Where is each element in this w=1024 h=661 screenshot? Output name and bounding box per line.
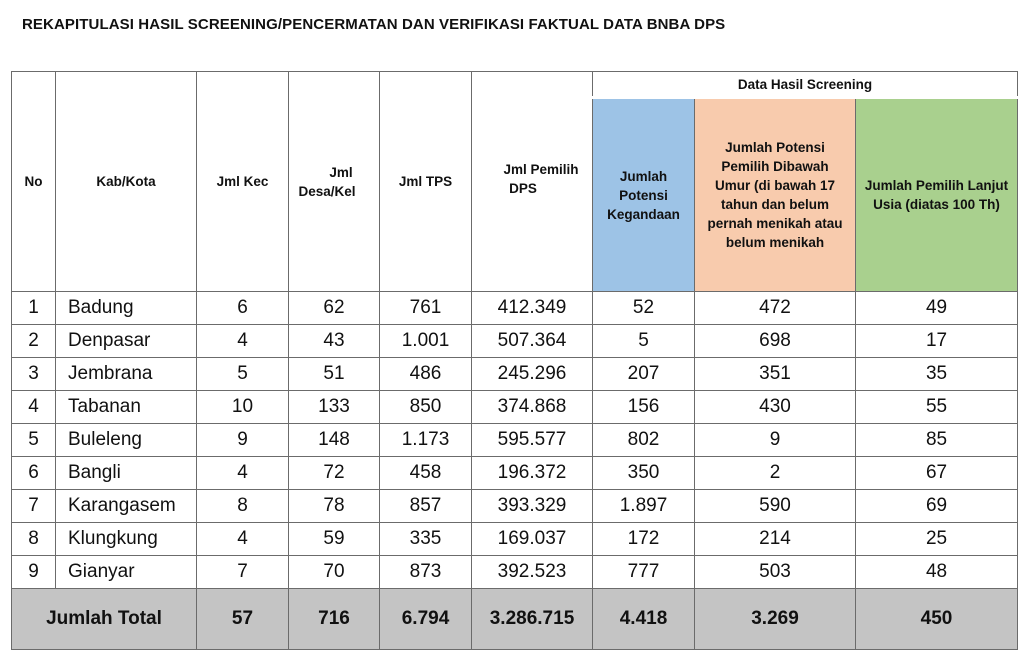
cell-umur: 9 <box>695 424 856 457</box>
cell-ganda: 207 <box>593 358 695 391</box>
cell-umur: 472 <box>695 292 856 325</box>
cell-umur: 214 <box>695 523 856 556</box>
rekap-table <box>11 71 1018 650</box>
cell-no: 7 <box>12 490 56 523</box>
cell-pemilih: 412.349 <box>472 292 593 325</box>
header-jml-tps: Jml TPS <box>380 72 472 292</box>
header-no: No <box>12 72 56 292</box>
cell-kab: Gianyar <box>56 556 197 589</box>
cell-tps: 850 <box>380 391 472 424</box>
cell-usia: 17 <box>856 325 1018 358</box>
cell-ganda: 1.897 <box>593 490 695 523</box>
cell-no: 4 <box>12 391 56 424</box>
total-row <box>12 589 1018 650</box>
cell-pemilih: 507.364 <box>472 325 593 358</box>
header-data-hasil-screening: Data Hasil Screening <box>593 72 1018 98</box>
cell-usia: 69 <box>856 490 1018 523</box>
cell-kec: 9 <box>197 424 289 457</box>
cell-no: 8 <box>12 523 56 556</box>
cell-kab: Karangasem <box>56 490 197 523</box>
cell-desa: 59 <box>289 523 380 556</box>
table-row <box>12 490 1018 523</box>
cell-kec: 8 <box>197 490 289 523</box>
cell-pemilih: 595.577 <box>472 424 593 457</box>
total-umur: 3.269 <box>695 589 856 650</box>
cell-umur: 698 <box>695 325 856 358</box>
cell-tps: 1.173 <box>380 424 472 457</box>
header-dibawah-umur: Jumlah Potensi Pemilih Dibawah Umur (di bawah 17 tahun dan belum pernah menikah atau belum menikah <box>695 98 856 292</box>
cell-umur: 503 <box>695 556 856 589</box>
cell-pemilih: 245.296 <box>472 358 593 391</box>
cell-tps: 486 <box>380 358 472 391</box>
cell-no: 9 <box>12 556 56 589</box>
cell-pemilih: 196.372 <box>472 457 593 490</box>
cell-kab: Denpasar <box>56 325 197 358</box>
total-kec: 57 <box>197 589 289 650</box>
cell-ganda: 802 <box>593 424 695 457</box>
cell-kab: Bangli <box>56 457 197 490</box>
cell-kab: Jembrana <box>56 358 197 391</box>
table-row <box>12 556 1018 589</box>
cell-kab: Klungkung <box>56 523 197 556</box>
cell-ganda: 350 <box>593 457 695 490</box>
cell-umur: 2 <box>695 457 856 490</box>
cell-kec: 5 <box>197 358 289 391</box>
cell-kec: 4 <box>197 325 289 358</box>
table-row <box>12 457 1018 490</box>
cell-usia: 35 <box>856 358 1018 391</box>
cell-kab: Badung <box>56 292 197 325</box>
cell-desa: 133 <box>289 391 380 424</box>
total-usia: 450 <box>856 589 1018 650</box>
table-row <box>12 523 1018 556</box>
cell-pemilih: 393.329 <box>472 490 593 523</box>
cell-ganda: 172 <box>593 523 695 556</box>
header-jml-desa: Jml Desa/Kel <box>289 72 380 292</box>
cell-desa: 43 <box>289 325 380 358</box>
cell-desa: 70 <box>289 556 380 589</box>
cell-no: 5 <box>12 424 56 457</box>
cell-no: 1 <box>12 292 56 325</box>
header-lanjut-usia: Jumlah Pemilih Lanjut Usia (diatas 100 Th) <box>856 98 1018 292</box>
total-pemilih: 3.286.715 <box>472 589 593 650</box>
cell-usia: 49 <box>856 292 1018 325</box>
cell-kab: Buleleng <box>56 424 197 457</box>
cell-kec: 6 <box>197 292 289 325</box>
cell-kec: 7 <box>197 556 289 589</box>
cell-tps: 458 <box>380 457 472 490</box>
cell-desa: 72 <box>289 457 380 490</box>
cell-usia: 85 <box>856 424 1018 457</box>
table-row <box>12 325 1018 358</box>
cell-ganda: 156 <box>593 391 695 424</box>
cell-kab: Tabanan <box>56 391 197 424</box>
cell-tps: 335 <box>380 523 472 556</box>
cell-kec: 4 <box>197 457 289 490</box>
cell-umur: 351 <box>695 358 856 391</box>
cell-no: 3 <box>12 358 56 391</box>
cell-usia: 48 <box>856 556 1018 589</box>
cell-usia: 25 <box>856 523 1018 556</box>
total-desa: 716 <box>289 589 380 650</box>
cell-tps: 1.001 <box>380 325 472 358</box>
total-label: Jumlah Total <box>12 589 197 650</box>
cell-tps: 761 <box>380 292 472 325</box>
cell-umur: 590 <box>695 490 856 523</box>
cell-usia: 67 <box>856 457 1018 490</box>
cell-desa: 148 <box>289 424 380 457</box>
cell-ganda: 777 <box>593 556 695 589</box>
header-kegandaan: Jumlah Potensi Kegandaan <box>593 98 695 292</box>
cell-no: 6 <box>12 457 56 490</box>
table-row <box>12 424 1018 457</box>
table-row <box>12 292 1018 325</box>
cell-umur: 430 <box>695 391 856 424</box>
header-jml-pemilih: Jml Pemilih DPS <box>472 72 593 292</box>
cell-no: 2 <box>12 325 56 358</box>
page-title: REKAPITULASI HASIL SCREENING/PENCERMATAN DAN VERIFIKASI FAKTUAL DATA BNBA DPS <box>22 16 726 33</box>
total-ganda: 4.418 <box>593 589 695 650</box>
cell-tps: 857 <box>380 490 472 523</box>
cell-tps: 873 <box>380 556 472 589</box>
total-tps: 6.794 <box>380 589 472 650</box>
table-row <box>12 391 1018 424</box>
cell-ganda: 5 <box>593 325 695 358</box>
cell-pemilih: 169.037 <box>472 523 593 556</box>
header-kab-kota: Kab/Kota <box>56 72 197 292</box>
cell-desa: 78 <box>289 490 380 523</box>
cell-kec: 10 <box>197 391 289 424</box>
cell-desa: 62 <box>289 292 380 325</box>
cell-ganda: 52 <box>593 292 695 325</box>
cell-desa: 51 <box>289 358 380 391</box>
table-row <box>12 358 1018 391</box>
cell-pemilih: 392.523 <box>472 556 593 589</box>
cell-kec: 4 <box>197 523 289 556</box>
cell-usia: 55 <box>856 391 1018 424</box>
cell-pemilih: 374.868 <box>472 391 593 424</box>
header-jml-kec: Jml Kec <box>197 72 289 292</box>
